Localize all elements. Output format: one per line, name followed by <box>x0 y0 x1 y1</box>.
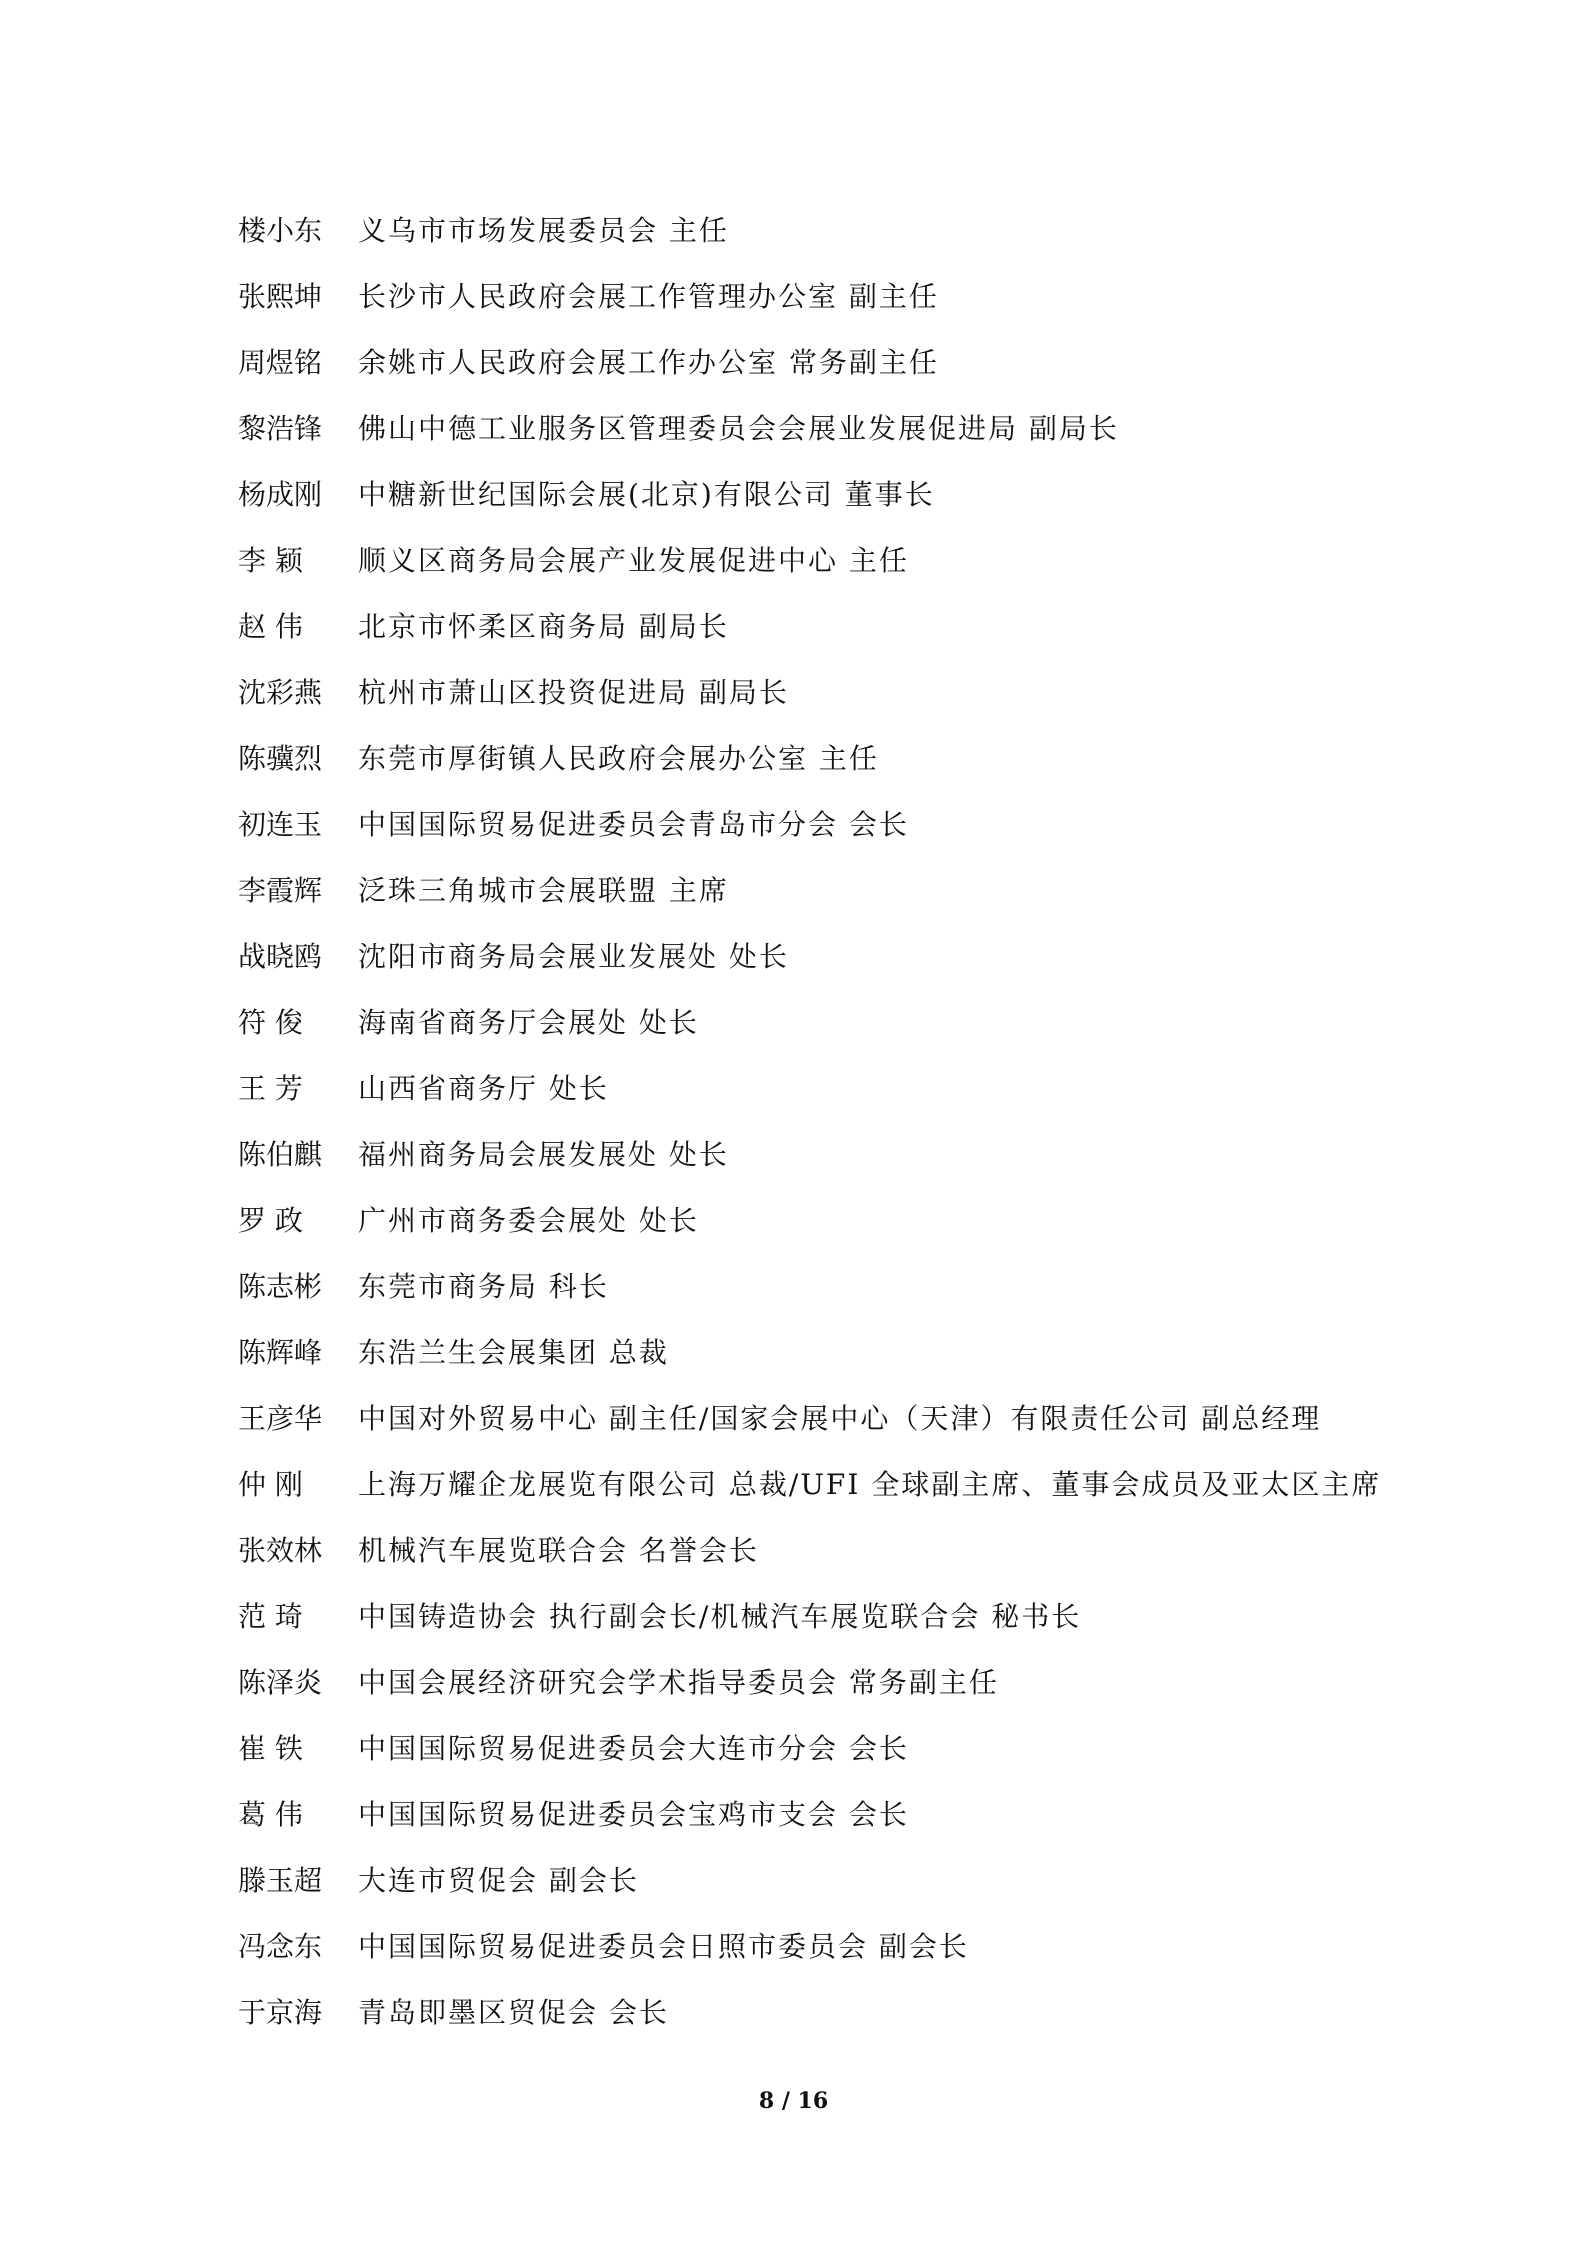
member-name: 张效林 <box>238 1534 323 1567</box>
member-title: 广州市商务委会展处 处长 <box>358 1204 699 1237</box>
member-name: 沈彩燕 <box>238 676 323 709</box>
member-name: 罗 政 <box>238 1204 303 1237</box>
member-title: 中国国际贸易促进委员会日照市委员会 副会长 <box>358 1930 969 1963</box>
list-item <box>238 792 1438 858</box>
member-name: 冯念东 <box>238 1930 323 1963</box>
member-title: 中国对外贸易中心 副主任/国家会展中心（天津）有限责任公司 副总经理 <box>358 1402 1322 1435</box>
page-number: 8 / 16 <box>758 2088 829 2114</box>
list-item <box>238 264 1438 330</box>
member-name: 于京海 <box>238 1996 323 2029</box>
list-item <box>238 1650 1438 1716</box>
list-item <box>238 1320 1438 1386</box>
list-item <box>238 1518 1438 1584</box>
list-item <box>238 528 1438 594</box>
list-item <box>238 462 1438 528</box>
member-name: 陈骥烈 <box>238 742 323 775</box>
member-name: 陈辉峰 <box>238 1336 323 1369</box>
member-list <box>238 198 1438 2046</box>
member-name: 楼小东 <box>238 214 323 247</box>
list-item <box>238 924 1438 990</box>
list-item <box>238 1254 1438 1320</box>
member-title: 沈阳市商务局会展业发展处 处长 <box>358 940 789 973</box>
member-name: 李 颖 <box>238 544 303 577</box>
member-title: 余姚市人民政府会展工作办公室 常务副主任 <box>358 346 939 379</box>
list-item <box>238 330 1438 396</box>
member-title: 海南省商务厅会展处 处长 <box>358 1006 699 1039</box>
member-name: 陈伯麒 <box>238 1138 323 1171</box>
list-item <box>238 594 1438 660</box>
list-item <box>238 1188 1438 1254</box>
list-item <box>238 990 1438 1056</box>
list-item <box>238 1452 1438 1518</box>
list-item <box>238 1980 1438 2046</box>
list-item <box>238 726 1438 792</box>
member-name: 李霞辉 <box>238 874 323 907</box>
member-title: 佛山中德工业服务区管理委员会会展业发展促进局 副局长 <box>358 412 1119 445</box>
member-title: 北京市怀柔区商务局 副局长 <box>358 610 729 643</box>
member-name: 初连玉 <box>238 808 323 841</box>
list-item <box>238 1584 1438 1650</box>
list-item <box>238 1848 1438 1914</box>
list-item <box>238 660 1438 726</box>
member-name: 葛 伟 <box>238 1798 303 1831</box>
member-name: 仲 刚 <box>238 1468 303 1501</box>
member-name: 陈泽炎 <box>238 1666 323 1699</box>
list-item <box>238 1716 1438 1782</box>
member-title: 泛珠三角城市会展联盟 主席 <box>358 874 729 907</box>
list-item <box>238 1122 1438 1188</box>
member-title: 大连市贸促会 副会长 <box>358 1864 639 1897</box>
list-item <box>238 1386 1438 1452</box>
member-title: 义乌市市场发展委员会 主任 <box>358 214 729 247</box>
member-name: 崔 铁 <box>238 1732 303 1765</box>
member-name: 战晓鸥 <box>238 940 323 973</box>
member-title: 机械汽车展览联合会 名誉会长 <box>358 1534 759 1567</box>
member-title: 上海万耀企龙展览有限公司 总裁/UFI 全球副主席、董事会成员及亚太区主席 <box>358 1468 1382 1501</box>
member-name: 赵 伟 <box>238 610 303 643</box>
member-title: 东莞市商务局 科长 <box>358 1270 609 1303</box>
member-name: 滕玉超 <box>238 1864 323 1897</box>
list-item <box>238 1782 1438 1848</box>
member-name: 陈志彬 <box>238 1270 323 1303</box>
member-title: 东浩兰生会展集团 总裁 <box>358 1336 669 1369</box>
member-name: 范 琦 <box>238 1600 303 1633</box>
member-title: 福州商务局会展发展处 处长 <box>358 1138 729 1171</box>
member-title: 东莞市厚街镇人民政府会展办公室 主任 <box>358 742 879 775</box>
list-item <box>238 858 1438 924</box>
list-item <box>238 1914 1438 1980</box>
member-name: 黎浩锋 <box>238 412 323 445</box>
member-title: 长沙市人民政府会展工作管理办公室 副主任 <box>358 280 939 313</box>
member-title: 杭州市萧山区投资促进局 副局长 <box>358 676 789 709</box>
member-title: 中国国际贸易促进委员会大连市分会 会长 <box>358 1732 909 1765</box>
member-title: 中国国际贸易促进委员会宝鸡市支会 会长 <box>358 1798 909 1831</box>
member-name: 周煜铭 <box>238 346 323 379</box>
list-item <box>238 396 1438 462</box>
list-item <box>238 1056 1438 1122</box>
member-name: 张熙坤 <box>238 280 323 313</box>
member-name: 王 芳 <box>238 1072 303 1105</box>
member-title: 中国国际贸易促进委员会青岛市分会 会长 <box>358 808 909 841</box>
member-name: 杨成刚 <box>238 478 323 511</box>
member-title: 中国会展经济研究会学术指导委员会 常务副主任 <box>358 1666 999 1699</box>
list-item <box>238 198 1438 264</box>
member-title: 山西省商务厅 处长 <box>358 1072 609 1105</box>
member-title: 中国铸造协会 执行副会长/机械汽车展览联合会 秘书长 <box>358 1600 1082 1633</box>
member-name: 符 俊 <box>238 1006 303 1039</box>
member-title: 中糖新世纪国际会展(北京)有限公司 董事长 <box>358 478 935 511</box>
member-title: 顺义区商务局会展产业发展促进中心 主任 <box>358 544 909 577</box>
member-title: 青岛即墨区贸促会 会长 <box>358 1996 669 2029</box>
member-name: 王彦华 <box>238 1402 323 1435</box>
